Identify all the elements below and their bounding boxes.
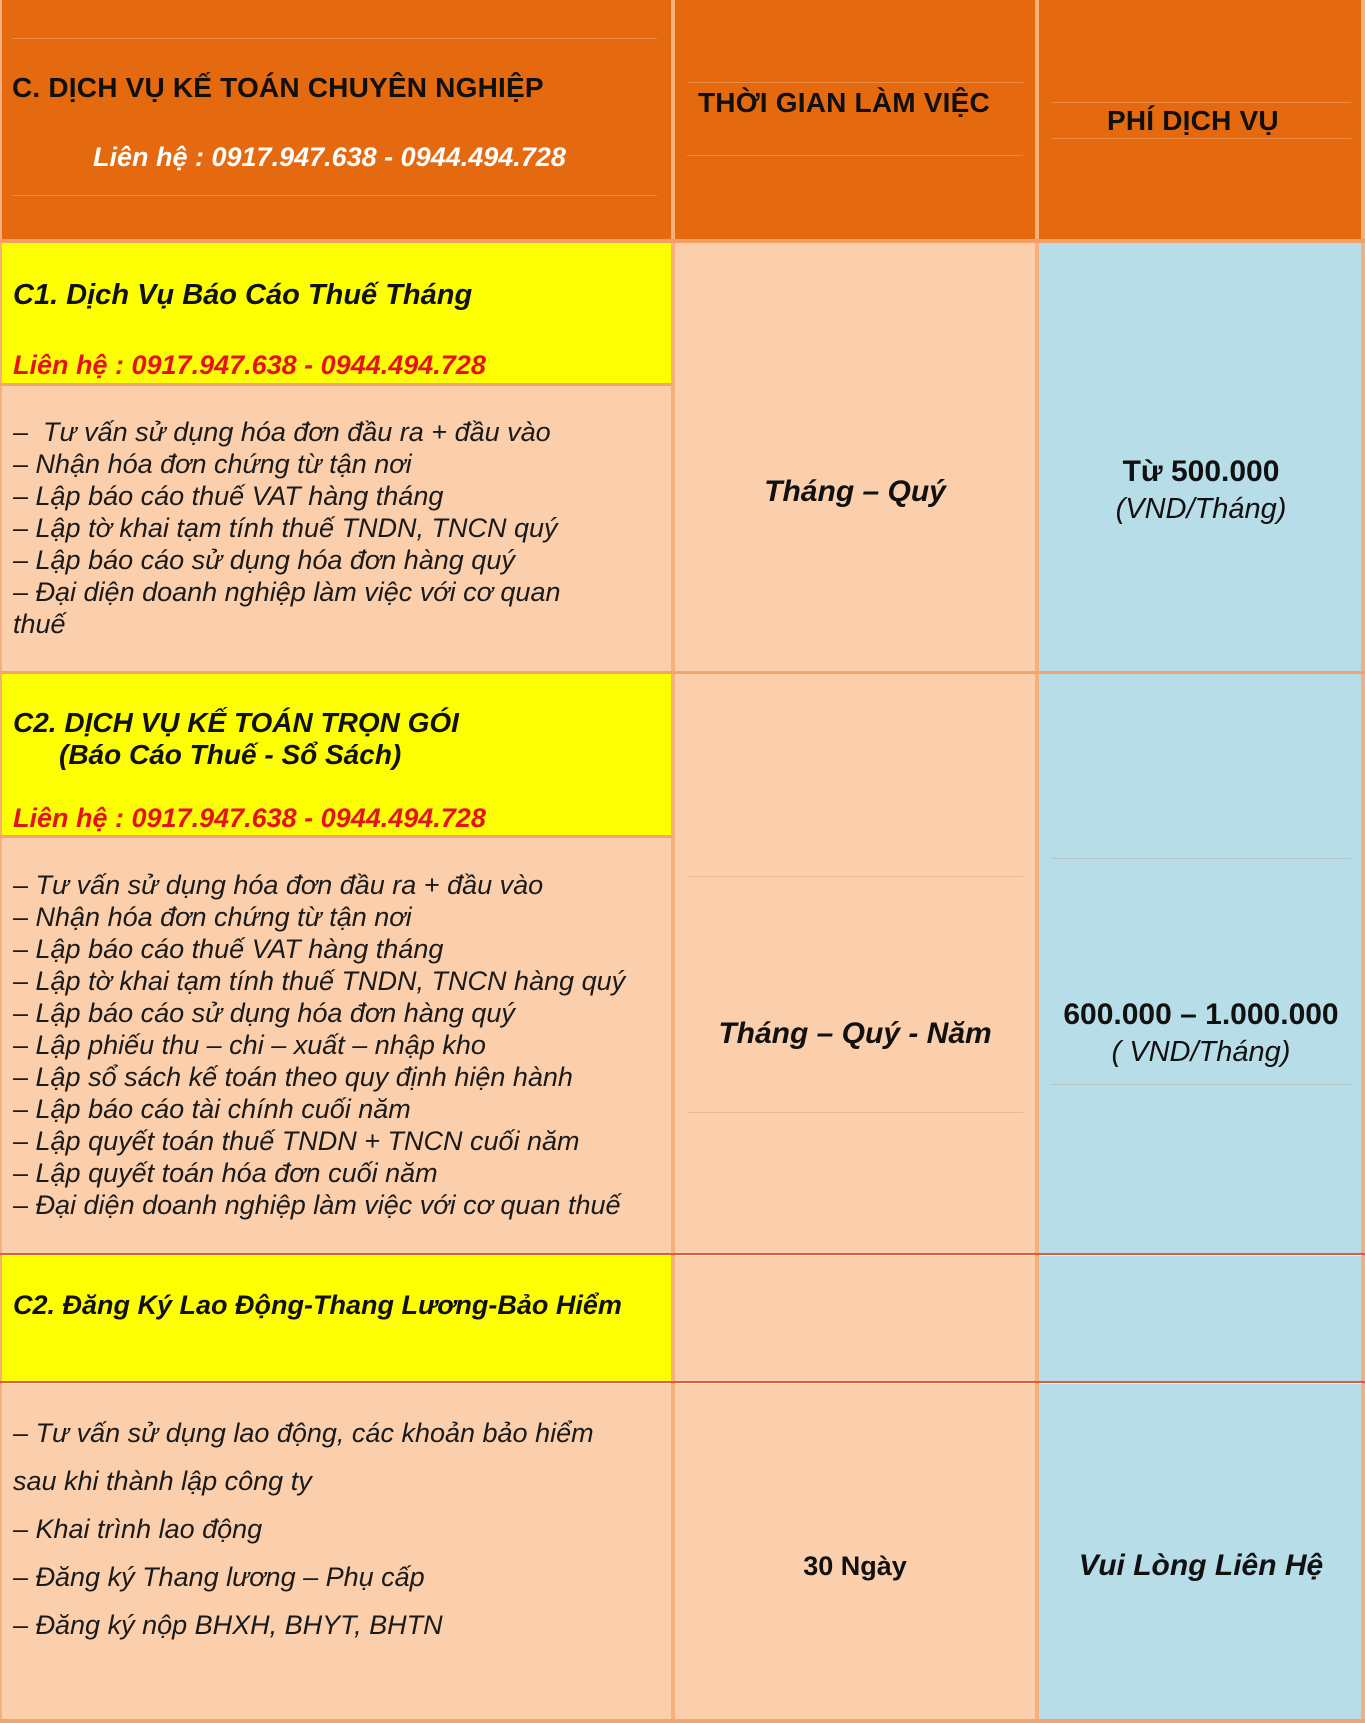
c2-subtitle: (Báo Cáo Thuế - Sổ Sách) — [59, 739, 402, 770]
c3-title: C2. Đăng Ký Lao Động-Thang Lương-Bảo Hiểm — [13, 1290, 622, 1320]
header-contact: Liên hệ : 0917.947.638 - 0944.494.728 — [93, 142, 566, 172]
c3-title-fee-cell — [1037, 1256, 1365, 1382]
c1-fee-amount: Từ 500.000 — [1122, 455, 1280, 488]
c3-period: 30 Ngày — [803, 1551, 907, 1581]
c1-title: C1. Dịch Vụ Báo Cáo Thuế Tháng — [13, 279, 473, 311]
list-item: – Đăng ký Thang lương – Phụ cấp — [13, 1562, 425, 1592]
list-item: thuế — [13, 609, 66, 639]
list-item: – Tư vấn sử dụng hóa đơn đầu ra + đầu vào — [13, 417, 551, 447]
c2-fee-amount: 600.000 – 1.000.000 — [1063, 998, 1339, 1031]
list-item: – Đại diện doanh nghiệp làm việc với cơ quan — [13, 577, 561, 607]
header-time-cell — [673, 0, 1037, 240]
list-item: – Khai trình lao động — [13, 1514, 263, 1544]
c2-fee-cell — [1037, 674, 1365, 1253]
header-fee-label: PHÍ DỊCH VỤ — [1107, 105, 1279, 136]
header-time-label: THỜI GIAN LÀM VIỆC — [698, 87, 990, 118]
c1-period: Tháng – Quý — [764, 475, 946, 508]
column-divider — [671, 0, 675, 1723]
c3-item-list — [13, 1409, 594, 1649]
table-left-edge — [0, 0, 2, 1723]
row-divider — [0, 1253, 1365, 1255]
list-item: – Lập báo cáo tài chính cuối năm — [13, 1094, 411, 1124]
c2-period: Tháng – Quý - Năm — [718, 1017, 992, 1050]
c1-fee-unit: (VND/Tháng) — [1115, 493, 1287, 525]
list-item: – Lập báo cáo thuế VAT hàng tháng — [13, 481, 444, 511]
list-item: – Tư vấn sử dụng hóa đơn đầu ra + đầu vào — [13, 870, 544, 900]
c1-fee-block — [1037, 455, 1365, 526]
list-item: – Lập báo cáo sử dụng hóa đơn hàng quý — [13, 545, 515, 575]
c2-period-cell — [673, 674, 1037, 1253]
list-item: – Nhận hóa đơn chứng từ tận nơi — [13, 449, 412, 479]
list-item: – Đăng ký nộp BHXH, BHYT, BHTN — [13, 1610, 443, 1640]
table-bottom-edge — [0, 1719, 1365, 1723]
c2-contact: Liên hệ : 0917.947.638 - 0944.494.728 — [13, 803, 486, 833]
list-item: – Lập tờ khai tạm tính thuế TNDN, TNCN hàng quý — [13, 966, 626, 996]
list-item: – Nhận hóa đơn chứng từ tận nơi — [13, 902, 412, 932]
row-divider — [0, 239, 1365, 243]
column-divider — [1035, 0, 1039, 1723]
list-item: – Lập phiếu thu – chi – xuất – nhập kho — [13, 1030, 486, 1060]
c1-item-list — [13, 416, 560, 640]
list-item: sau khi thành lập công ty — [13, 1466, 312, 1496]
c1-period-cell — [673, 243, 1037, 671]
c2-title: C2. DỊCH VỤ KẾ TOÁN TRỌN GÓI — [13, 707, 459, 738]
c2-item-list — [13, 869, 625, 1221]
c3-fee: Vui Lòng Liên Hệ — [1078, 1549, 1324, 1582]
header-service-cell — [0, 0, 673, 240]
row-divider — [0, 671, 1365, 674]
c2-fee-block — [1037, 998, 1365, 1069]
c1-contact: Liên hệ : 0917.947.638 - 0944.494.728 — [13, 350, 486, 380]
table-right-edge — [1361, 0, 1365, 1723]
row-divider — [0, 835, 673, 838]
row-divider — [0, 1381, 1365, 1383]
header-title: C. DỊCH VỤ KẾ TOÁN CHUYÊN NGHIỆP — [12, 72, 544, 103]
list-item: – Lập báo cáo sử dụng hóa đơn hàng quý — [13, 998, 515, 1028]
c3-title-time-cell — [673, 1256, 1037, 1382]
list-item: – Lập sổ sách kế toán theo quy định hiện hành — [13, 1062, 573, 1092]
list-item: – Tư vấn sử dụng lao động, các khoản bảo hiểm — [13, 1418, 594, 1448]
c2-fee-unit: ( VND/Tháng) — [1111, 1036, 1291, 1068]
list-item: – Lập quyết toán thuế TNDN + TNCN cuối năm — [13, 1126, 580, 1156]
list-item: – Lập quyết toán hóa đơn cuối năm — [13, 1158, 438, 1188]
list-item: – Lập báo cáo thuế VAT hàng tháng — [13, 934, 444, 964]
list-item: – Lập tờ khai tạm tính thuế TNDN, TNCN quý — [13, 513, 558, 543]
row-divider — [0, 383, 673, 386]
list-item: – Đại diện doanh nghiệp làm việc với cơ quan thuế — [13, 1190, 621, 1220]
